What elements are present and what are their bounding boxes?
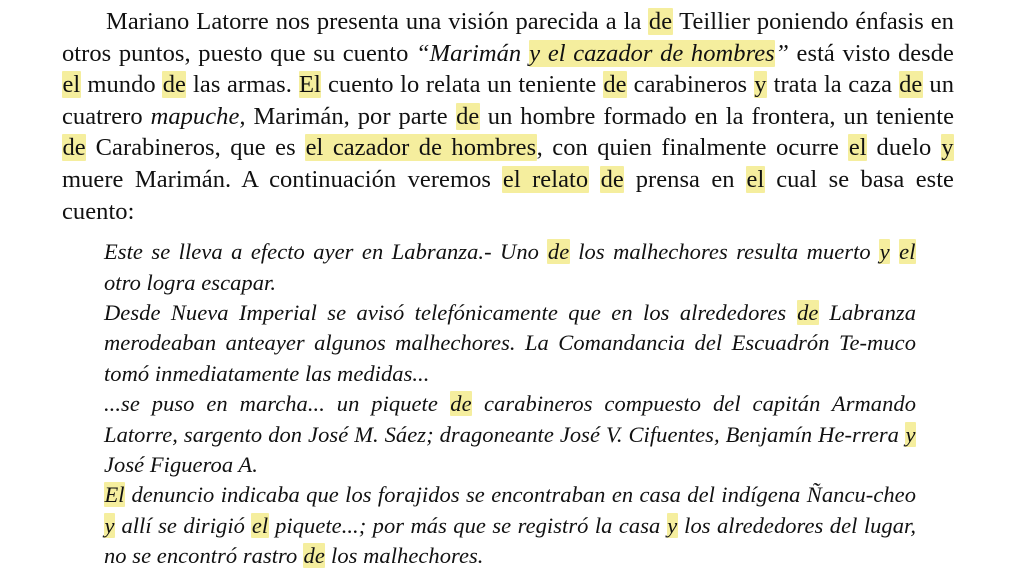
- text-span: Teillier poniendo énfasis en otros puntos, puesto que su cuento: [62, 8, 954, 67]
- highlight-span: de: [648, 8, 673, 35]
- highlight-span: de: [600, 165, 624, 193]
- text-span: un hombre formado en la frontera, un teniente: [479, 102, 954, 130]
- text-span: otro logra escapar.: [104, 269, 276, 295]
- highlight-span: y: [905, 421, 916, 447]
- highlight-span: de: [450, 391, 472, 417]
- highlight-span: y: [941, 134, 954, 162]
- highlight-span: y: [667, 512, 678, 538]
- highlight-span: de: [162, 71, 186, 99]
- highlight-span: y: [104, 512, 115, 538]
- text-span: prensa en: [624, 165, 747, 193]
- text-span: [589, 166, 600, 193]
- text-span: Mariano Latorre nos presenta una visión parecida a la: [106, 8, 649, 35]
- highlight-span: y el cazador de hombres: [529, 39, 775, 67]
- text-span: Desde Nueva Imperial se avisó telefónicamente que en los alrededores: [104, 299, 797, 325]
- highlight-span: de: [456, 102, 480, 130]
- text-span: Carabineros, que es: [86, 134, 306, 162]
- text-span: los malhechores.: [325, 543, 484, 569]
- highlight-span: el: [848, 134, 867, 162]
- highlight-span: de: [303, 543, 325, 569]
- text-span: , con quien finalmente ocurre: [536, 134, 849, 162]
- quote-paragraph-3: [104, 389, 916, 480]
- text-span: Labranza merodeaban anteayer algunos malhechores. La Comandancia del Escuadrón Te-muco tomó inmediatamente las medidas...: [104, 299, 916, 386]
- text-span: duelo: [867, 134, 941, 162]
- highlight-span: el: [251, 512, 269, 538]
- highlight-span: El: [104, 482, 125, 508]
- text-span: denuncio indicaba que los forajidos se encontraban en casa del indígena Ñancu-cheo: [125, 482, 916, 508]
- text-span: Este se lleva a efecto ayer en Labranza.- Uno: [104, 239, 548, 265]
- text-span: cuento lo relata un teniente: [321, 71, 603, 99]
- highlight-span: el: [899, 239, 916, 265]
- text-span: carabineros compuesto del capitán Armando Latorre, sargento don José M. Sáez; dragoneante José V. Cifuentes, Benjamín He-rrera: [104, 391, 917, 447]
- text-span: cual se basa este cuento:: [62, 165, 954, 225]
- highlight-span: y: [879, 239, 890, 265]
- text-span: ...se puso en marcha... un piquete: [104, 391, 450, 417]
- body-paragraph: [62, 6, 954, 227]
- highlight-span: de: [603, 71, 627, 99]
- text-span: las armas.: [186, 71, 299, 99]
- highlight-span: de: [797, 299, 819, 325]
- highlight-span: el: [746, 165, 765, 193]
- highlight-span: el: [62, 71, 81, 99]
- quote-paragraph-1: [104, 237, 916, 298]
- highlight-span: El: [299, 71, 321, 99]
- quoted-press-excerpts: [62, 237, 954, 571]
- text-span: está visto desde: [788, 39, 954, 67]
- text-span: carabineros: [627, 71, 754, 99]
- quote-paragraph-2: [104, 298, 916, 389]
- highlight-span: de: [899, 71, 923, 99]
- text-span: “Marimán: [415, 39, 529, 67]
- text-span: un cuatrero: [62, 71, 954, 130]
- highlight-span: y: [754, 71, 767, 99]
- highlight-span: el cazador de hombres: [305, 134, 537, 162]
- text-span: mundo: [80, 71, 163, 99]
- text-span: Marimán, por parte: [245, 102, 456, 130]
- text-span: piquete...; por más que se registró la casa: [268, 512, 667, 538]
- text-span: los malhechores resulta muerto: [569, 239, 880, 265]
- quote-paragraph-4: [104, 480, 916, 571]
- highlight-span: de: [547, 239, 570, 265]
- text-span: [890, 239, 898, 264]
- text-span: muere Marimán. A continuación veremos: [62, 165, 503, 193]
- text-span: trata la caza: [767, 71, 899, 99]
- text-span: los alrededores del lugar, no se encontró rastro: [104, 512, 917, 569]
- highlight-span: el relato: [502, 165, 589, 193]
- highlight-span: de: [62, 134, 86, 162]
- text-span: ”: [775, 39, 789, 67]
- text-span: mapuche,: [150, 102, 246, 130]
- text-span: allí se dirigió: [115, 512, 252, 538]
- text-span: José Figueroa A.: [104, 452, 258, 477]
